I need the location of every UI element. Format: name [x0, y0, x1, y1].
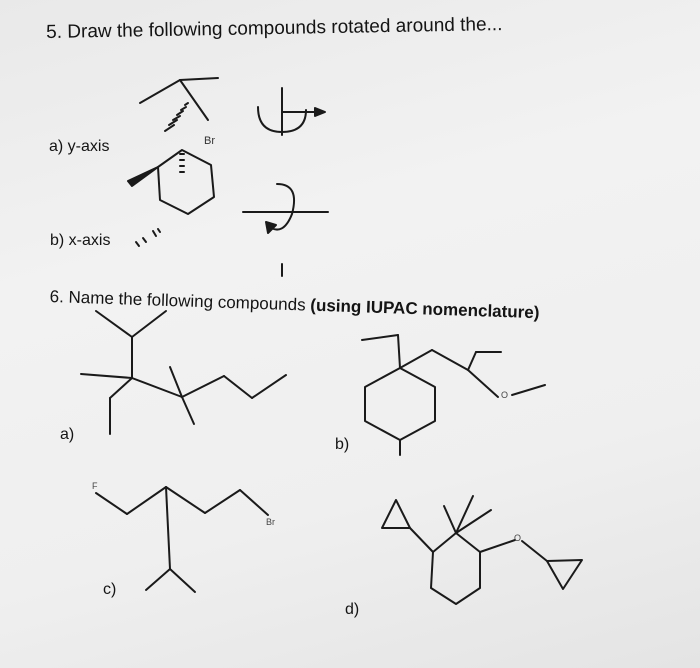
- question-6-title-plain: 6. Name the following compounds: [49, 287, 311, 315]
- structure-6c: [96, 487, 268, 592]
- hashed-bond-5b-bottom: [136, 229, 160, 246]
- structure-5a: [140, 78, 218, 131]
- oxygen-label-6d: O: [514, 533, 522, 543]
- hashed-bond-5a: [165, 103, 188, 131]
- part-6d-label: d): [345, 601, 360, 618]
- part-5a-label: a) y-axis: [49, 138, 110, 155]
- structure-6d: [382, 496, 582, 604]
- structure-6a: [81, 311, 286, 434]
- bromine-label-6c: Br: [266, 517, 275, 527]
- question-6-title-bold: (using IUPAC nomenclature): [310, 295, 540, 323]
- structure-6b: [362, 335, 545, 455]
- hashed-bond-5b-top: [180, 154, 184, 172]
- bromine-label-5a: Br: [204, 135, 215, 147]
- rotation-symbol-y: [258, 88, 325, 135]
- oxygen-label-6b: O: [501, 390, 509, 400]
- part-6a-label: a): [60, 426, 75, 443]
- part-6b-label: b): [335, 436, 350, 453]
- part-5b-label: b) x-axis: [50, 232, 111, 249]
- part-6c-label: c): [103, 581, 117, 598]
- fluorine-label-6c: F: [92, 481, 98, 491]
- rotation-symbol-x: [243, 184, 328, 233]
- structure-5b: [128, 150, 214, 246]
- question-5-title: 5. Draw the following compounds rotated around the...: [46, 14, 503, 43]
